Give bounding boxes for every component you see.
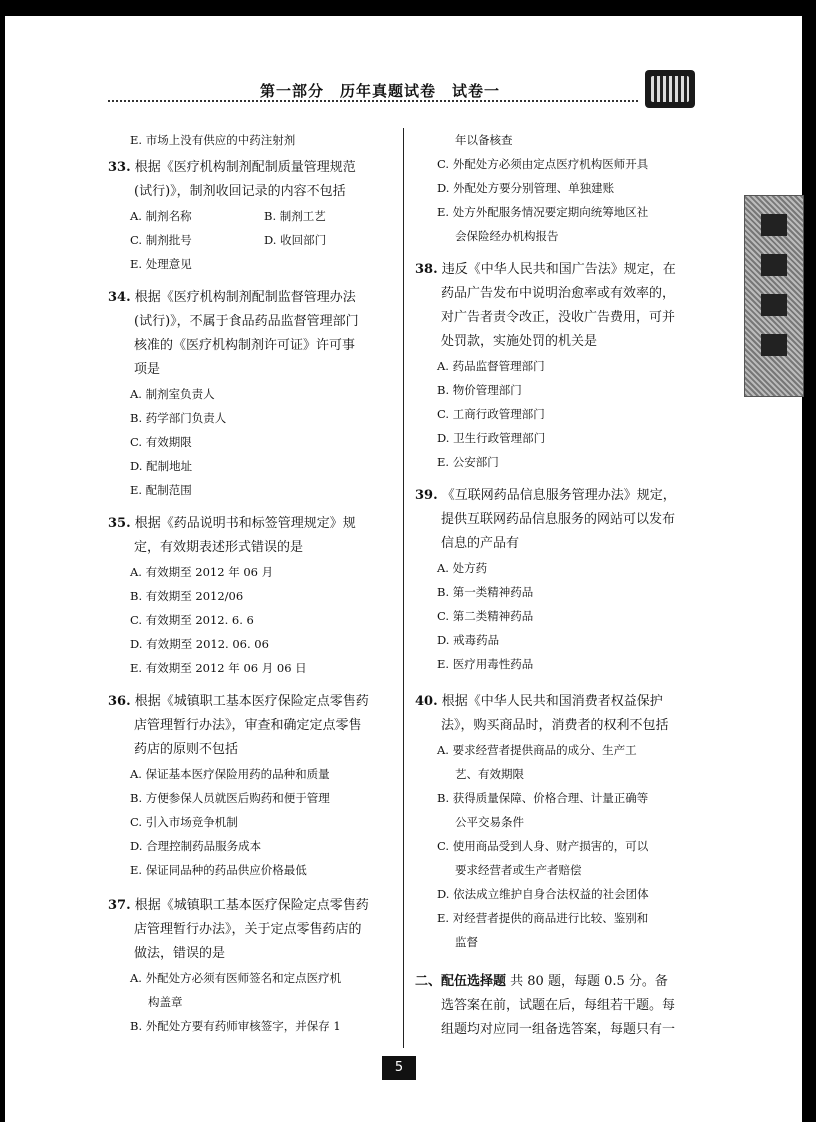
- option-d: D. 卫生行政管理部门: [437, 431, 546, 445]
- option-d: D. 戒毒药品: [437, 633, 500, 647]
- option-e: E. 处理意见: [130, 257, 192, 271]
- option-e: E. 医疗用毒性药品: [437, 657, 534, 671]
- option-d: D. 依法成立维护自身合法权益的社会团体: [437, 887, 649, 901]
- option-a: A. 药品监督管理部门: [437, 359, 545, 373]
- section-heading: 二、配伍选择题: [415, 974, 507, 989]
- scan-border-left: [0, 0, 5, 1122]
- question-40: 40. 根据《中华人民共和国消费者权益保护 法》，购买商品时，消费者的权利不包括 A. 要求经营者提供商品的成分、生产工 艺、有效期限 B. 获得质量保障、价格合理、计量正确等 公平交易条件 C. 使用商品受到人身、财产损害的，可以 要求经营者或生产者赔偿 D. 依法成立维护自身合法权益的社会团体 E. 对经营者提供的商品进行比较、鉴别和 监督: [415, 690, 705, 954]
- option-e: E. 配制范围: [130, 483, 192, 497]
- option-a: A. 外配处方必须有医师签名和定点医疗机: [130, 971, 342, 985]
- page-number: 5: [382, 1056, 416, 1080]
- option-c: C. 工商行政管理部门: [437, 407, 545, 421]
- option-b: B. 外配处方要有药师审核签字，并保存 1: [130, 1019, 341, 1033]
- option-d: D. 外配处方要分别管理、单独建账: [437, 181, 615, 195]
- question-stem: 38. 违反《中华人民共和国广告法》规定，在: [415, 262, 676, 277]
- side-tab-block: [761, 334, 787, 356]
- side-tab-block: [761, 214, 787, 236]
- question-32-option-e: E. 市场上没有供应的中药注射剂: [130, 133, 296, 147]
- option-d: D. 合理控制药品服务成本: [130, 839, 262, 853]
- page-header-title: 第一部分 历年真题试卷 试卷一: [259, 82, 500, 100]
- option-b: B. 方便参保人员就医后购药和便于管理: [130, 791, 330, 805]
- question-39: 39. 《互联网药品信息服务管理办法》规定， 提供互联网药品信息服务的网站可以发布 信息的产品有 A. 处方药 B. 第一类精神药品 C. 第二类精神药品 D. 戒毒药品 E. 医疗用毒性药品: [415, 484, 705, 676]
- question-37-continued: 年以备核查 C. 外配处方必须由定点医疗机构医师开具 D. 外配处方要分别管理、单独建账 E. 处方外配服务情况要定期向统筹地区社 会保险经办机构报告: [415, 128, 705, 248]
- column-divider: [403, 128, 404, 1048]
- scan-border-right: [802, 0, 816, 1122]
- question-stem: 34. 根据《医疗机构制剂配制监督管理办法: [108, 290, 356, 305]
- publisher-logo-icon: [645, 70, 695, 108]
- question-stem: 40. 根据《中华人民共和国消费者权益保护: [415, 694, 663, 709]
- question-33: 33. 根据《医疗机构制剂配制质量管理规范 (试行)》，制剂收回记录的内容不包括 A. 制剂名称 B. 制剂工艺 C. 制剂批号 D. 收回部门 E. 处理意见: [108, 156, 398, 276]
- option-e: E. 处方外配服务情况要定期向统筹地区社: [437, 205, 649, 219]
- side-thumb-tab: [744, 195, 804, 397]
- option-e: E. 对经营者提供的商品进行比较、鉴别和: [437, 911, 649, 925]
- option-b: B. 药学部门负责人: [130, 411, 227, 425]
- question-36: 36. 根据《城镇职工基本医疗保险定点零售药 店管理暂行办法》，审查和确定定点零售 药店的原则不包括 A. 保证基本医疗保险用药的品种和质量 B. 方便参保人员就医后购药和便于管理 C. 引入市场竞争机制 D. 合理控制药品服务成本 E. 保证同品种的药品供应价格最低: [108, 690, 398, 882]
- option-e: E. 保证同品种的药品供应价格最低: [130, 863, 307, 877]
- option-c: C. 有效期至 2012. 6. 6: [130, 613, 254, 627]
- option-e: E. 有效期至 2012 年 06 月 06 日: [130, 661, 307, 675]
- header-dotted-rule: [108, 100, 638, 102]
- option-a: A. 处方药: [437, 561, 488, 575]
- side-tab-block: [761, 294, 787, 316]
- option-d: D. 收回部门: [264, 233, 327, 247]
- question-stem: 35. 根据《药品说明书和标签管理规定》规: [108, 516, 356, 531]
- section-matching-questions: 二、配伍选择题 共 80 题，每题 0.5 分。备 选答案在前，试题在后，每组若干题。每 组题均对应同一组备选答案，每题只有一: [415, 974, 676, 1037]
- question-stem: 33. 根据《医疗机构制剂配制质量管理规范: [108, 160, 356, 175]
- option-c: C. 第二类精神药品: [437, 609, 534, 623]
- question-stem: 39. 《互联网药品信息服务管理办法》规定，: [415, 488, 676, 503]
- option-b: B. 第一类精神药品: [437, 585, 534, 599]
- question-stem: 37. 根据《城镇职工基本医疗保险定点零售药: [108, 898, 369, 913]
- question-35: 35. 根据《药品说明书和标签管理规定》规 定，有效期表述形式错误的是 A. 有效期至 2012 年 06 月 B. 有效期至 2012/06 C. 有效期至 2012. 6. 6 D. 有效期至 2012. 06. 06 E. 有效期至 2012 年 06 月 06 日: [108, 512, 398, 680]
- option-a: A. 要求经营者提供商品的成分、生产工: [437, 743, 637, 757]
- option-d: D. 配制地址: [130, 459, 193, 473]
- option-e: E. 公安部门: [437, 455, 499, 469]
- option-b: B. 获得质量保障、价格合理、计量正确等: [437, 791, 649, 805]
- question-stem: 36. 根据《城镇职工基本医疗保险定点零售药: [108, 694, 369, 709]
- option-c: C. 有效期限: [130, 435, 192, 449]
- side-tab-block: [761, 254, 787, 276]
- option-a: A. 制剂室负责人: [130, 387, 215, 401]
- option-a: A. 有效期至 2012 年 06 月: [130, 565, 274, 579]
- option-c: C. 制剂批号: [130, 233, 192, 247]
- option-b: B. 有效期至 2012/06: [130, 589, 244, 603]
- option-a: A. 制剂名称: [130, 209, 192, 223]
- option-c: C. 使用商品受到人身、财产损害的，可以: [437, 839, 649, 853]
- question-38: 38. 违反《中华人民共和国广告法》规定，在 药品广告发布中说明治愈率或有效率的， 对广告者责令改正，没收广告费用，可并 处罚款，实施处罚的机关是 A. 药品监督管理部门 B. 物价管理部门 C. 工商行政管理部门 D. 卫生行政管理部门 E. 公安部门: [415, 258, 705, 474]
- question-37: 37. 根据《城镇职工基本医疗保险定点零售药 店管理暂行办法》，关于定点零售药店的 做法，错误的是 A. 外配处方必须有医师签名和定点医疗机 构盖章 B. 外配处方要有药师审核签字，并保存 1: [108, 894, 398, 1038]
- option-a: A. 保证基本医疗保险用药的品种和质量: [130, 767, 330, 781]
- option-b: B. 物价管理部门: [437, 383, 522, 397]
- question-34: 34. 根据《医疗机构制剂配制监督管理办法 (试行)》，不属于食品药品监督管理部门 核准的《医疗机构制剂许可证》许可事 项是 A. 制剂室负责人 B. 药学部门负责人 C. 有效期限 D. 配制地址 E. 配制范围: [108, 286, 398, 502]
- scan-border-top: [0, 0, 816, 16]
- option-c: C. 外配处方必须由定点医疗机构医师开具: [437, 157, 649, 171]
- option-d: D. 有效期至 2012. 06. 06: [130, 637, 269, 651]
- option-b: B. 制剂工艺: [264, 209, 326, 223]
- option-c: C. 引入市场竞争机制: [130, 815, 238, 829]
